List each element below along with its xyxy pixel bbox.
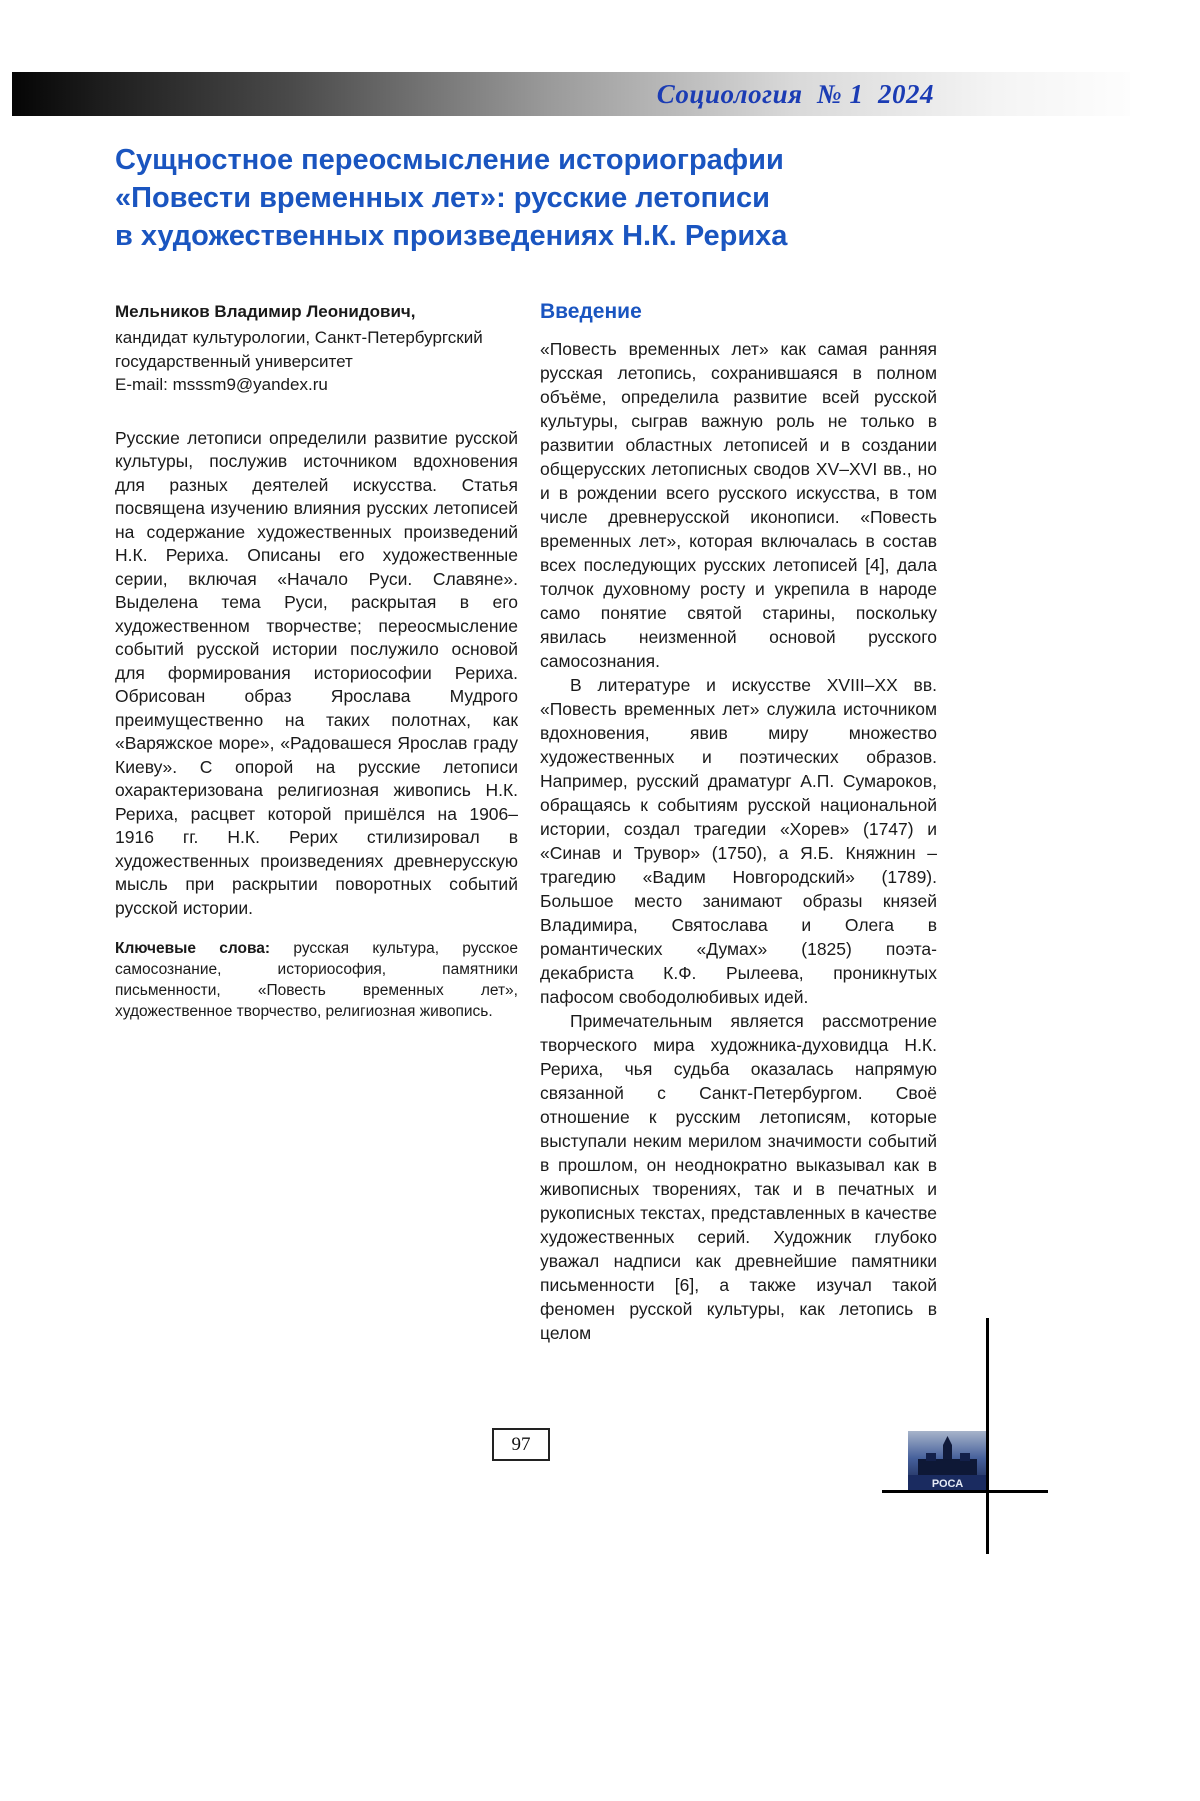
publisher-logo-text: РОСА [931,1478,964,1490]
keywords-block [115,938,518,1022]
introduction-paragraph-3: Примечательным является рассмотрение творческого мира художника-духовидца Н.К. Рериха, чья судьба оказалась напрямую связанной с Санкт-Петербургом. Своё отношение к русским летописям, которые выступали неким мерилом значимости событий в прошлом, он неоднократно выказывал как в живописных творениях, так и в печатных и рукописных текстах, представленных в качестве художественных серий. Художник глубоко уважал надписи как древнейшие памятники письменности [6], а также изучал такой феномен русской культуры, как летопись в целом [540,1011,937,1343]
page-number [492,1428,550,1461]
keywords-label: Ключевые слова: [115,940,271,957]
section-heading-introduction: Введение [540,300,642,323]
article-title [115,141,965,255]
journal-title: Социология № 1 2024 [656,78,934,109]
author-email: E-mail: msssm9@yandex.ru [115,375,328,394]
right-column [540,300,937,1345]
introduction-paragraph-1: «Повесть временных лет» как самая ранняя русская летопись, сохранившаяся в полном объёме, определила развитие всей русской культуры, сыграв важную роль не только в развитии областных летописей и в создании общерусских летописных сводов XV–XVI вв., но и в рождении всего русского искусства, в том числе древнерусской иконописи. «Повесть временных лет», которая включалась в состав всех последующих русских летописей [4], дала толчок духовному росту и укрепила в народе само понятие святой старины, поскольку явилась неизменной основой русского самосознания. [540,339,937,671]
publisher-logo [908,1431,987,1491]
keywords-text: русская культура, русское самосознание, историософия, памятники письменности, «Повесть временных лет», художественное творчество, религиозная живопись. [115,940,518,1020]
publisher-logo-image [908,1431,987,1491]
journal-header-bar [12,72,1130,116]
article-title-line-2: «Повести временных лет»: русские летописи [115,182,770,214]
article-title-line-3: в художественных произведениях Н.К. Рериха [115,220,788,252]
left-column [115,300,518,1022]
author-affiliation: кандидат культурологии, Санкт-Петербургский государственный университет [115,328,483,371]
introduction-paragraph-2: В литературе и искусстве XVIII–XX вв. «Повесть временных лет» служила источником вдохновения, явив миру множество художественных и поэтических образов. Например, русский драматург А.П. Сумароков, обращаясь к событиям русской национальной истории, создал трагедии «Хорев» (1747) и «Синав и Трувор» (1750), а Я.Б. Княжнин – трагедию «Вадим Новгородский» (1789). Большое место занимают образы князей Владимира, Святослава и Олега в романтических «Думах» (1825) поэта-декабриста К.Ф. Рылеева, проникнутых пафосом свободолюбивых идей. [540,675,937,1007]
page-number-value: 97 [511,1433,531,1455]
crop-mark-vertical [986,1318,989,1554]
abstract-text: Русские летописи определили развитие русской культуры, послужив источником вдохновения для разных деятелей искусства. Статья посвящена изучению влияния русских летописей на содержание художественных произведений Н.К. Рериха. Описаны его художественные серии, включая «Начало Руси. Славяне». Выделена тема Руси, раскрытая в его художественном творчестве; переосмысление событий русской истории послужило основой для формирования историософии Рериха. Обрисован образ Ярослава Мудрого преимущественно на таких полотнах, как «Варяжское море», «Радовашеся Ярослав граду Киеву». С опорой на русские летописи охарактеризована религиозная живопись Н.К. Рериха, расцвет которой пришёлся на 1906–1916 гг. Н.К. Рерих стилизировал в художественных произведениях древнерусскую мысль при раскрытии поворотных событий русской истории. [115,427,518,918]
crop-mark-horizontal [882,1490,1048,1493]
author-name: Мельников Владимир Леонидович, [115,302,416,321]
article-title-line-1: Сущностное переосмысление историографии [115,144,784,176]
